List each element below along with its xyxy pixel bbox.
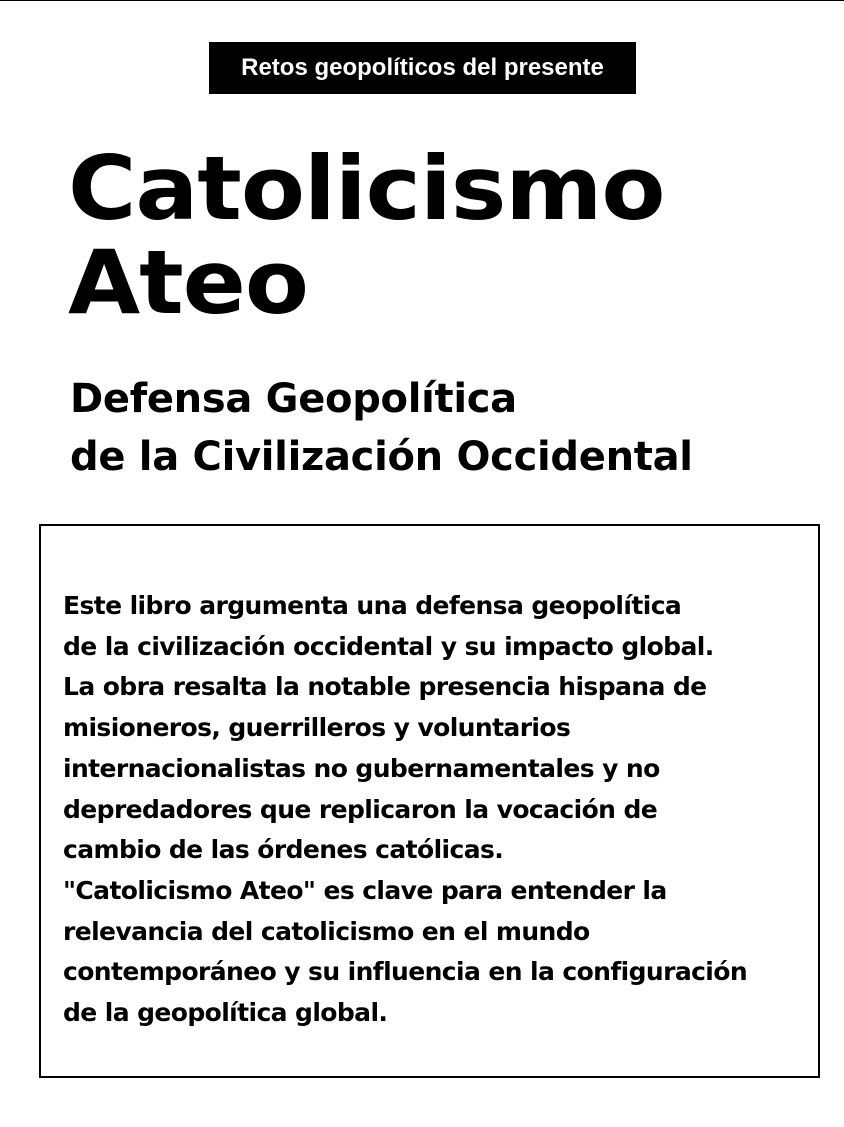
book-title <box>68 137 665 334</box>
summary-line: relevancia del catolicismo en el mundo <box>63 916 590 946</box>
book-subtitle-line-1: Defensa Geopolítica <box>70 376 517 422</box>
summary-line: Este libro argumenta una defensa geopolítica <box>63 591 682 620</box>
series-badge: Retos geopolíticos del presente <box>209 42 636 94</box>
summary-text <box>63 586 747 1034</box>
book-title-line-1: Catolicismo <box>68 137 665 240</box>
summary-line: depredadores que replicaron la vocación de <box>63 794 658 824</box>
book-title-line-2: Ateo <box>68 231 308 334</box>
summary-line: de la geopolítica global. <box>63 998 388 1028</box>
summary-line: misioneros, guerrilleros y voluntarios <box>63 713 571 743</box>
top-rule <box>0 0 844 1</box>
summary-box <box>39 524 820 1078</box>
summary-line: "Catolicismo Ateo" es clave para entender la <box>63 875 667 905</box>
summary-line: de la civilización occidental y su impacto global. <box>63 631 714 661</box>
summary-line: contemporáneo y su influencia en la configuración <box>63 957 748 987</box>
summary-line: internacionalistas no gubernamentales y no <box>63 753 660 783</box>
summary-line: La obra resalta la notable presencia hispana de <box>63 672 707 702</box>
book-subtitle-line-2: de la Civilización Occidental <box>70 434 693 480</box>
summary-line: cambio de las órdenes católicas. <box>63 835 504 865</box>
book-subtitle <box>70 370 693 486</box>
